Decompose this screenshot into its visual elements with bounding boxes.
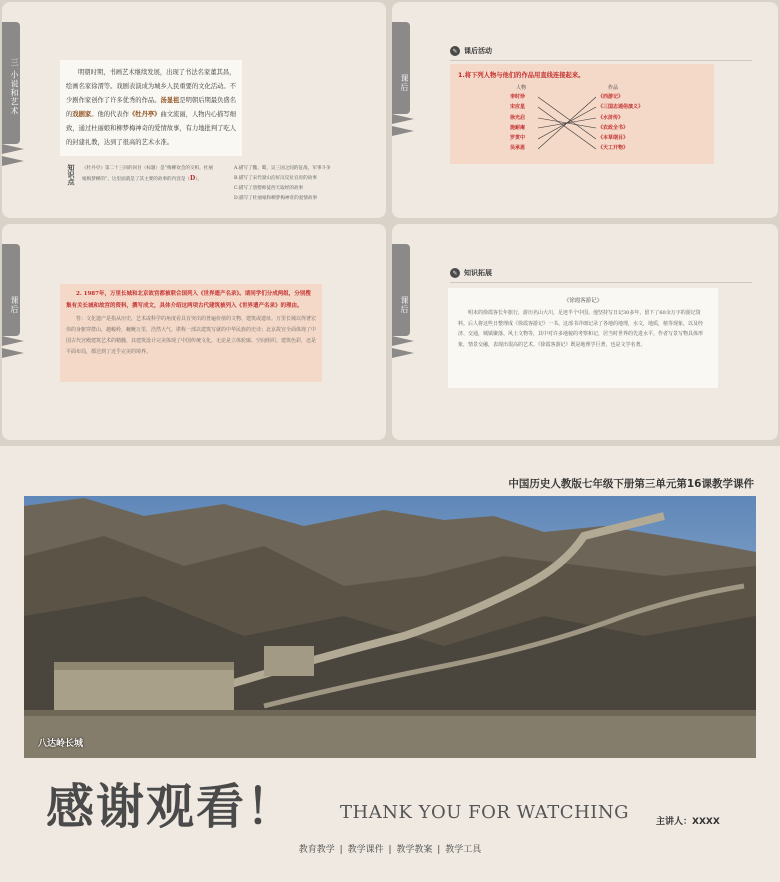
slide-4	[392, 224, 778, 440]
highlight-text: 《牡丹亭》	[128, 111, 161, 118]
person-item: 罗贯中	[510, 135, 526, 142]
question-close: ）。	[195, 177, 203, 182]
essay-answer: 答：文化遗产是指从历史、艺术或科学的角度看具有突出的普遍价值的文物、建筑或遗址。万里长城以得著宏伟的身躯穿群山，越峻岭，蜿蜒万里，浩然大气，堪称一部以建筑写就的中华民族的史诗；北京故宫全面体现了中国古代宫殿建筑艺术的精髓，其建筑设计完美体现了中国传统文化，无论是立体轮廓、空间组织、建筑色彩，还是平面布局，都达到了近乎完美的境界。	[66, 316, 317, 355]
work-item: 《西游记》	[598, 94, 624, 100]
slide-5-thanks	[0, 446, 780, 882]
person-item: 施耐庵	[510, 124, 526, 131]
pencil-icon: ✎	[450, 268, 460, 278]
footer-link[interactable]: 教学工具	[445, 845, 482, 855]
side-notch	[2, 156, 24, 166]
section-header	[450, 46, 492, 56]
matching-exercise	[450, 64, 714, 164]
great-wall-photo	[24, 496, 756, 758]
knowledge-point-label: 知识点	[67, 164, 75, 185]
side-notch	[2, 144, 24, 154]
person-item: 李时珍	[510, 94, 526, 100]
work-item: 《三国志通俗演义》	[598, 104, 644, 111]
side-notch	[392, 348, 414, 358]
works-column	[598, 92, 643, 154]
box-body: 明末的徐霞客长年旅行，游历名山大川，足迹半个中国。他坚持写日记30多年，留下了60余万字的游记资料。后人将这些日整理成《徐霞客游记》一书。这部书详细记录了各地的地理，水文，地质，植等现象，以及经济、交通，城镇聚落、风土文物等，其中对许多地貌的考察和记，居当时世界的先进水平。作者写景写物具体形象，情景交融，表现出很高的艺术。《徐霞客游记》既是地理学巨著，也是文学名著。	[458, 310, 704, 348]
slide-1	[2, 2, 386, 218]
work-item: 《农政全书》	[598, 124, 629, 131]
side-tab: 三 小说和艺术	[2, 22, 20, 144]
match-line	[538, 97, 596, 149]
history-paragraph	[60, 60, 242, 156]
essay-question-box	[60, 284, 322, 382]
exercise-title: 1.将下列人物与他们的作品用直线连接起来。	[458, 72, 585, 79]
works-column-header: 作品	[608, 85, 619, 91]
footer-link[interactable]: 教学课件	[347, 845, 384, 855]
work-item: 《水浒传》	[598, 114, 624, 121]
footer-link[interactable]: 教育教学	[298, 845, 335, 855]
footer-link[interactable]: 教学教案	[396, 845, 433, 855]
pencil-icon: ✎	[450, 46, 460, 56]
work-item: 《本草纲目》	[598, 135, 629, 142]
knowledge-point-options	[234, 164, 374, 204]
essay-question: 2. 1987年，万里长城和北京故宫都被联合国列入《世界遗产名录》。请同学们分成两组，分别搜集有关长城和故宫的资料，撰写成文，具体介绍这两项古代建筑被列入《世界遗产名录》的理由。	[66, 291, 311, 309]
side-tab: 课后	[2, 244, 20, 336]
header-text: 课后活动	[464, 47, 492, 55]
question-text: 《牡丹亭》第二十三回的回目（标题）是“梅柳欢会的交织，杜丽娘梅梦柳的”，这里面就是了其主要的故事	[82, 166, 213, 182]
question-tail: 的内容是（	[167, 177, 191, 182]
side-notch	[392, 336, 414, 346]
option-c: C.描写了唐僧师徒西天取经的故事	[234, 186, 304, 191]
matching-lines	[538, 92, 598, 156]
side-notch	[2, 348, 24, 358]
paragraph-text: 明朝时期，书画艺术继续发展，出现了书法名家董其昌，绘画名家徐渭等。戏剧表演成为城乡人民重要的文化活动。不少剧作家创作了许多优秀的作品。	[66, 69, 237, 104]
highlight-text: 汤显祖	[160, 97, 180, 104]
header-divider	[450, 60, 752, 61]
option-d: D.描写了杜丽娘和柳梦梅神奇的爱情故事	[234, 196, 318, 201]
header-text: 知识拓展	[464, 269, 492, 277]
photo-caption: 八达岭长城	[38, 739, 84, 749]
footer-links	[0, 842, 780, 855]
thanks-english: THANK YOU FOR WATCHING	[340, 802, 630, 823]
paragraph-text: 是明朝后期最负盛名的	[66, 97, 237, 118]
paragraph-text: 。他的代表作	[91, 111, 129, 118]
slide-3	[2, 224, 386, 440]
match-line	[538, 97, 596, 139]
side-tab: 课后	[392, 22, 410, 114]
footer-separator: |	[437, 845, 441, 855]
course-title: 中国历史人教版七年级下册第三单元第16课教学课件	[508, 478, 754, 490]
side-tab: 课后	[392, 244, 410, 336]
paragraph-text: 曲文流丽，人物内心描写细致，通过杜丽娘和柳梦梅神奇的爱情故事，有力地批判了吃人的封建礼教，达到了很高的艺术水准。	[66, 111, 237, 146]
people-column-header: 人物	[516, 85, 527, 91]
great-wall-illustration	[24, 496, 756, 758]
option-b: B.描写了宋代梁山泊好汉反抗官府的故事	[234, 176, 317, 181]
person-item: 徐光启	[510, 114, 526, 121]
slide-2	[392, 2, 778, 218]
side-notch	[2, 336, 24, 346]
work-item: 《天工开物》	[598, 145, 629, 152]
side-notch	[392, 126, 414, 136]
highlight-text: 戏剧家	[72, 111, 92, 118]
header-divider	[450, 282, 752, 283]
option-a: A.描写了魏、蜀、吴三国之间的征战，军事斗争	[234, 166, 331, 171]
knowledge-extension-box	[448, 288, 718, 388]
footer-separator: |	[339, 845, 343, 855]
thanks-title: 感谢观看！	[46, 779, 297, 835]
answer-letter: D	[190, 175, 196, 182]
side-notch	[392, 114, 414, 124]
speaker-label: 主讲人：XXXX	[656, 817, 720, 827]
footer-separator: |	[388, 845, 392, 855]
box-title: 《徐霞客游记》	[563, 298, 603, 304]
person-item: 吴承恩	[510, 145, 526, 152]
match-line	[538, 107, 596, 149]
section-header	[450, 268, 492, 278]
people-column	[510, 92, 525, 154]
knowledge-point-question	[82, 164, 217, 185]
person-item: 宋应星	[510, 104, 526, 111]
